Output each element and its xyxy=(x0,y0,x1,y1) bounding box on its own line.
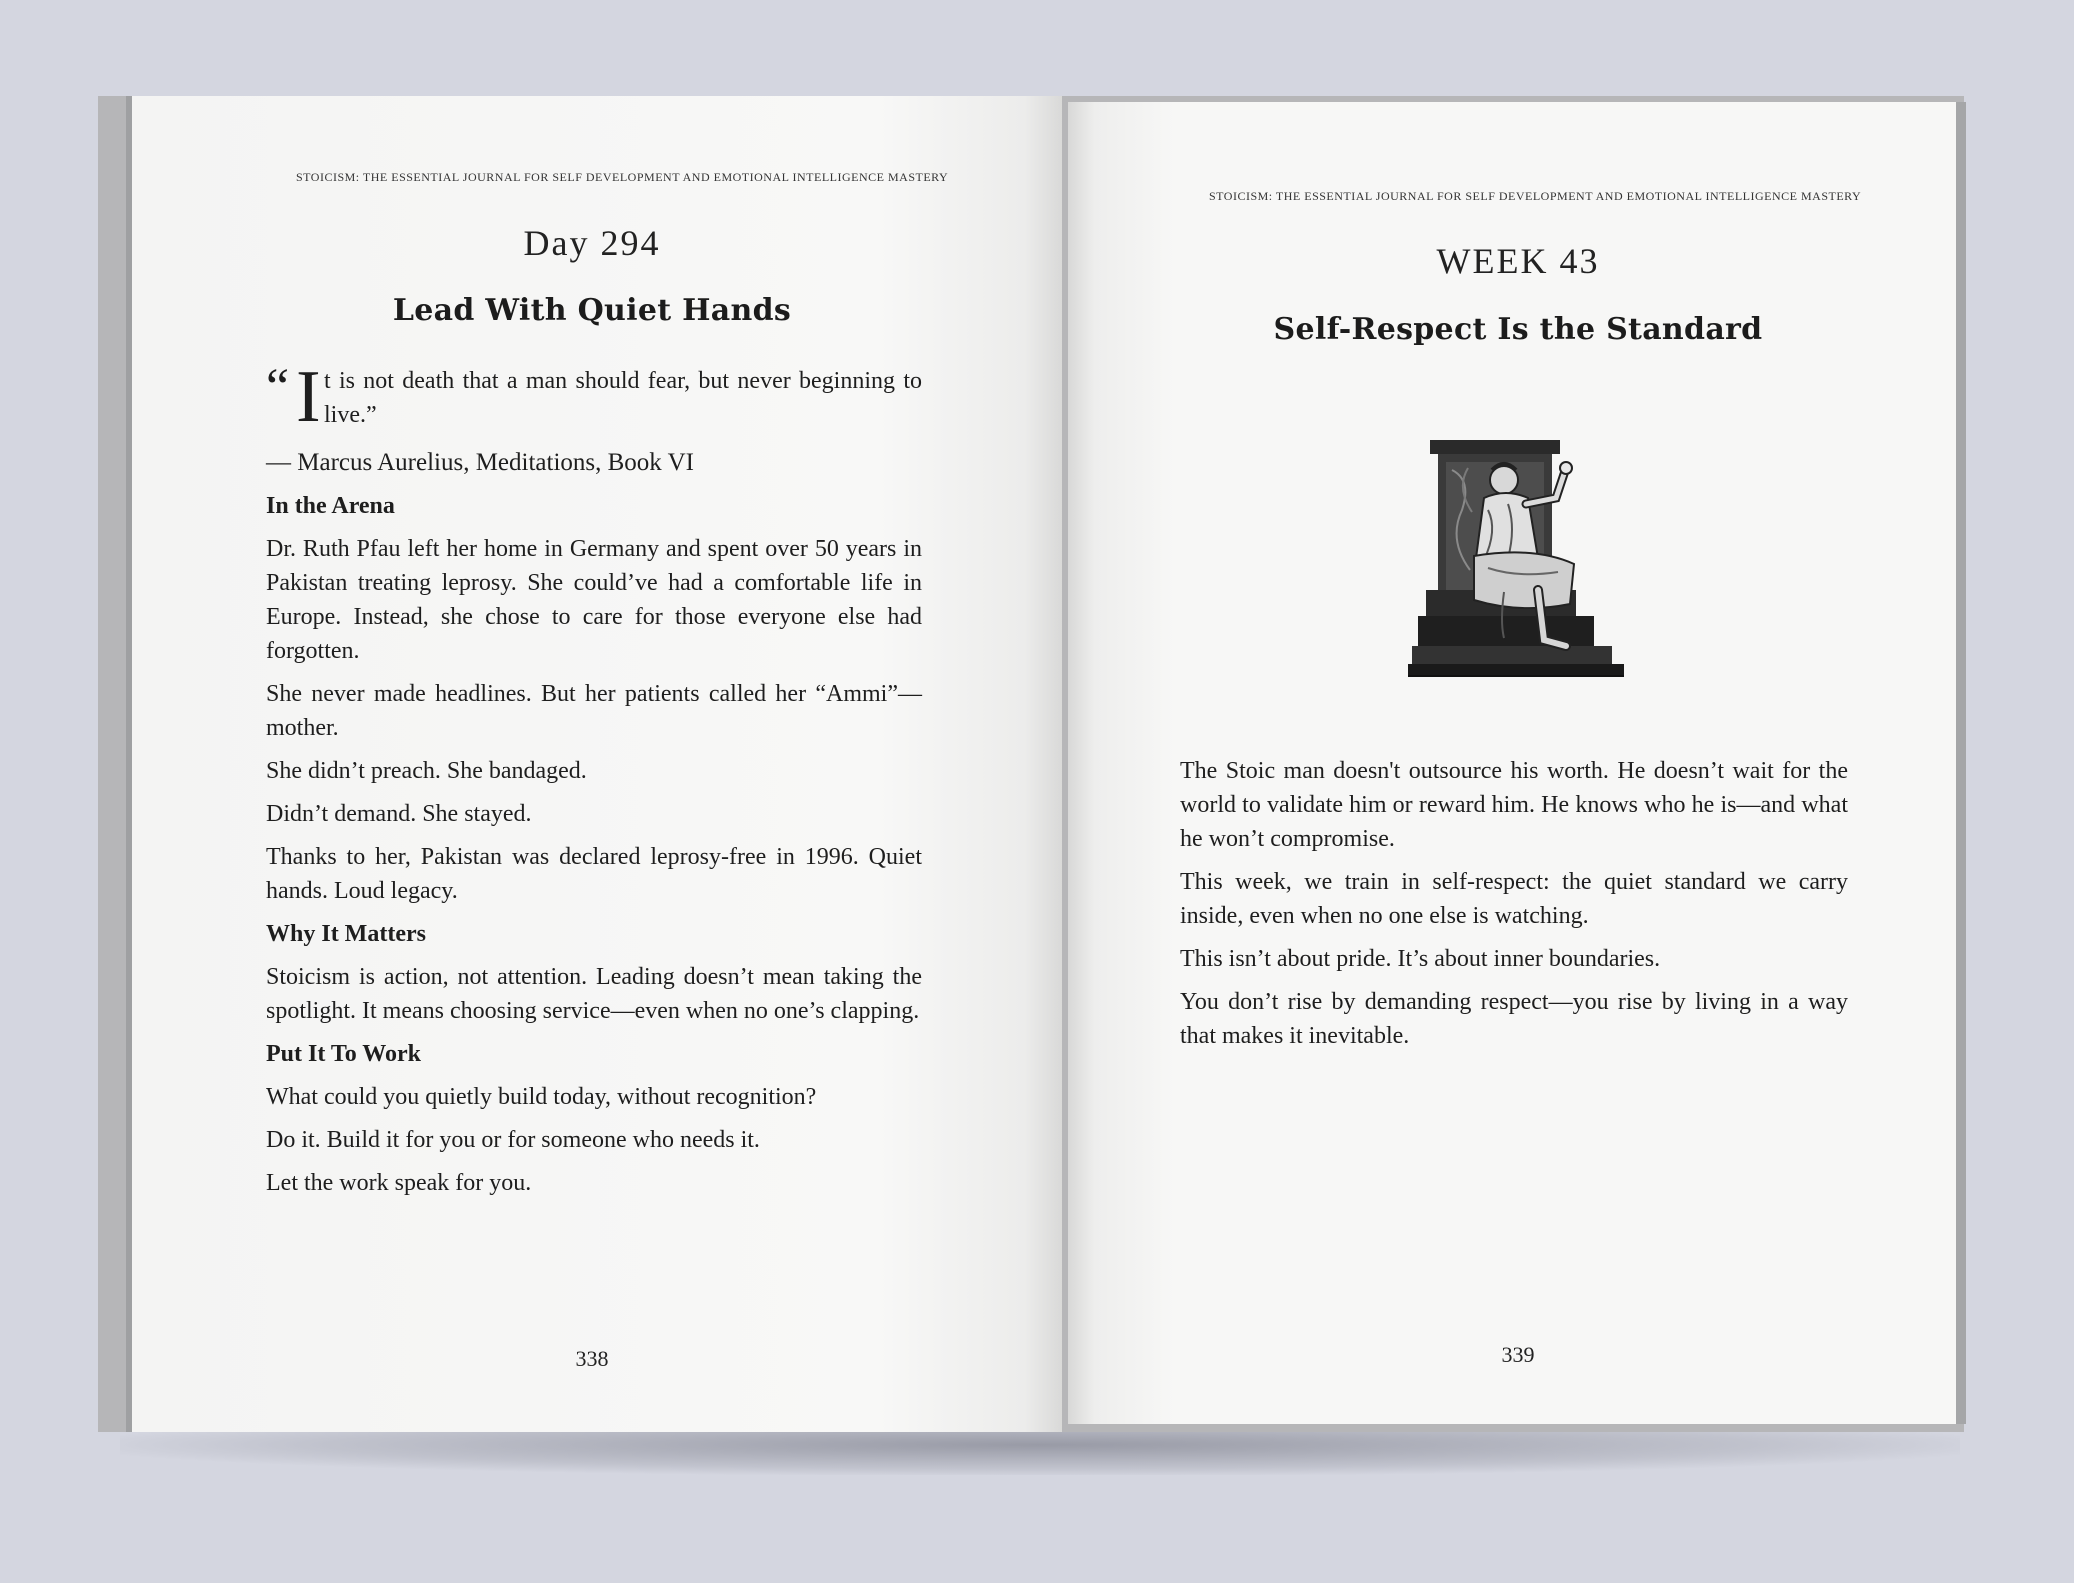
left-body xyxy=(266,356,922,1209)
running-head: STOICISM: THE ESSENTIAL JOURNAL FOR SELF DEVELOPMENT AND EMOTIONAL INTELLIGENCE MASTERY xyxy=(296,170,949,184)
paragraph: Stoicism is action, not attention. Leading doesn’t mean taking the spotlight. It means choosing service—even when no one’s clapping. xyxy=(266,964,922,1024)
right-page xyxy=(1068,102,1956,1424)
paragraph: You don’t rise by demanding respect—you rise by living in a way that makes it inevitable. xyxy=(1180,989,1848,1049)
paragraph: Do it. Build it for you or for someone who needs it. xyxy=(266,1127,760,1153)
paragraph: Dr. Ruth Pfau left her home in Germany and spent over 50 years in Pakistan treating leprosy. She could’ve had a comfortable life in Europe. Instead, she chose to care for those everyone else had forgotten. xyxy=(266,536,922,664)
paragraph: She never made headlines. But her patients called her “Ammi”—mother. xyxy=(266,681,922,741)
paragraph: This week, we train in self-respect: the quiet standard we carry inside, even when no one else is watching. xyxy=(1180,869,1848,929)
paragraph: The Stoic man doesn't outsource his worth. He doesn’t wait for the world to validate him or reward him. He knows who he is—and what he won’t compromise. xyxy=(1180,758,1848,852)
section-heading-work: Put It To Work xyxy=(266,1041,421,1067)
running-head: STOICISM: THE ESSENTIAL JOURNAL FOR SELF DEVELOPMENT AND EMOTIONAL INTELLIGENCE MASTERY xyxy=(1209,189,1862,203)
paragraph: She didn’t preach. She bandaged. xyxy=(266,758,587,784)
day-title: Lead With Quiet Hands xyxy=(392,293,792,328)
right-body xyxy=(1180,754,1848,1062)
paragraph: Let the work speak for you. xyxy=(266,1170,532,1196)
epigraph-quote xyxy=(266,356,922,438)
paragraph: Thanks to her, Pakistan was declared leprosy-free in 1996. Quiet hands. Loud legacy. xyxy=(266,844,922,904)
open-quote-mark: “ xyxy=(266,359,290,416)
day-label: Day 294 xyxy=(523,223,661,263)
week-label: WEEK 43 xyxy=(1436,241,1600,281)
paragraph: What could you quietly build today, without recognition? xyxy=(266,1084,817,1110)
quote-attribution: — Marcus Aurelius, Meditations, Book VI xyxy=(266,449,694,476)
page-number: 338 xyxy=(575,1346,609,1371)
section-heading-arena: In the Arena xyxy=(266,493,395,519)
quote-text: t is not death that a man should fear, but never beginning to live.” xyxy=(324,368,922,428)
seated-statue-icon xyxy=(1408,440,1624,698)
week-title: Self-Respect Is the Standard xyxy=(1273,312,1763,347)
paragraph: This isn’t about pride. It’s about inner boundaries. xyxy=(1180,946,1661,972)
left-page xyxy=(132,96,1062,1432)
page-number: 339 xyxy=(1501,1342,1535,1367)
section-heading-why: Why It Matters xyxy=(266,921,426,947)
paragraph: Didn’t demand. She stayed. xyxy=(266,801,532,827)
drop-cap: I xyxy=(296,356,321,438)
